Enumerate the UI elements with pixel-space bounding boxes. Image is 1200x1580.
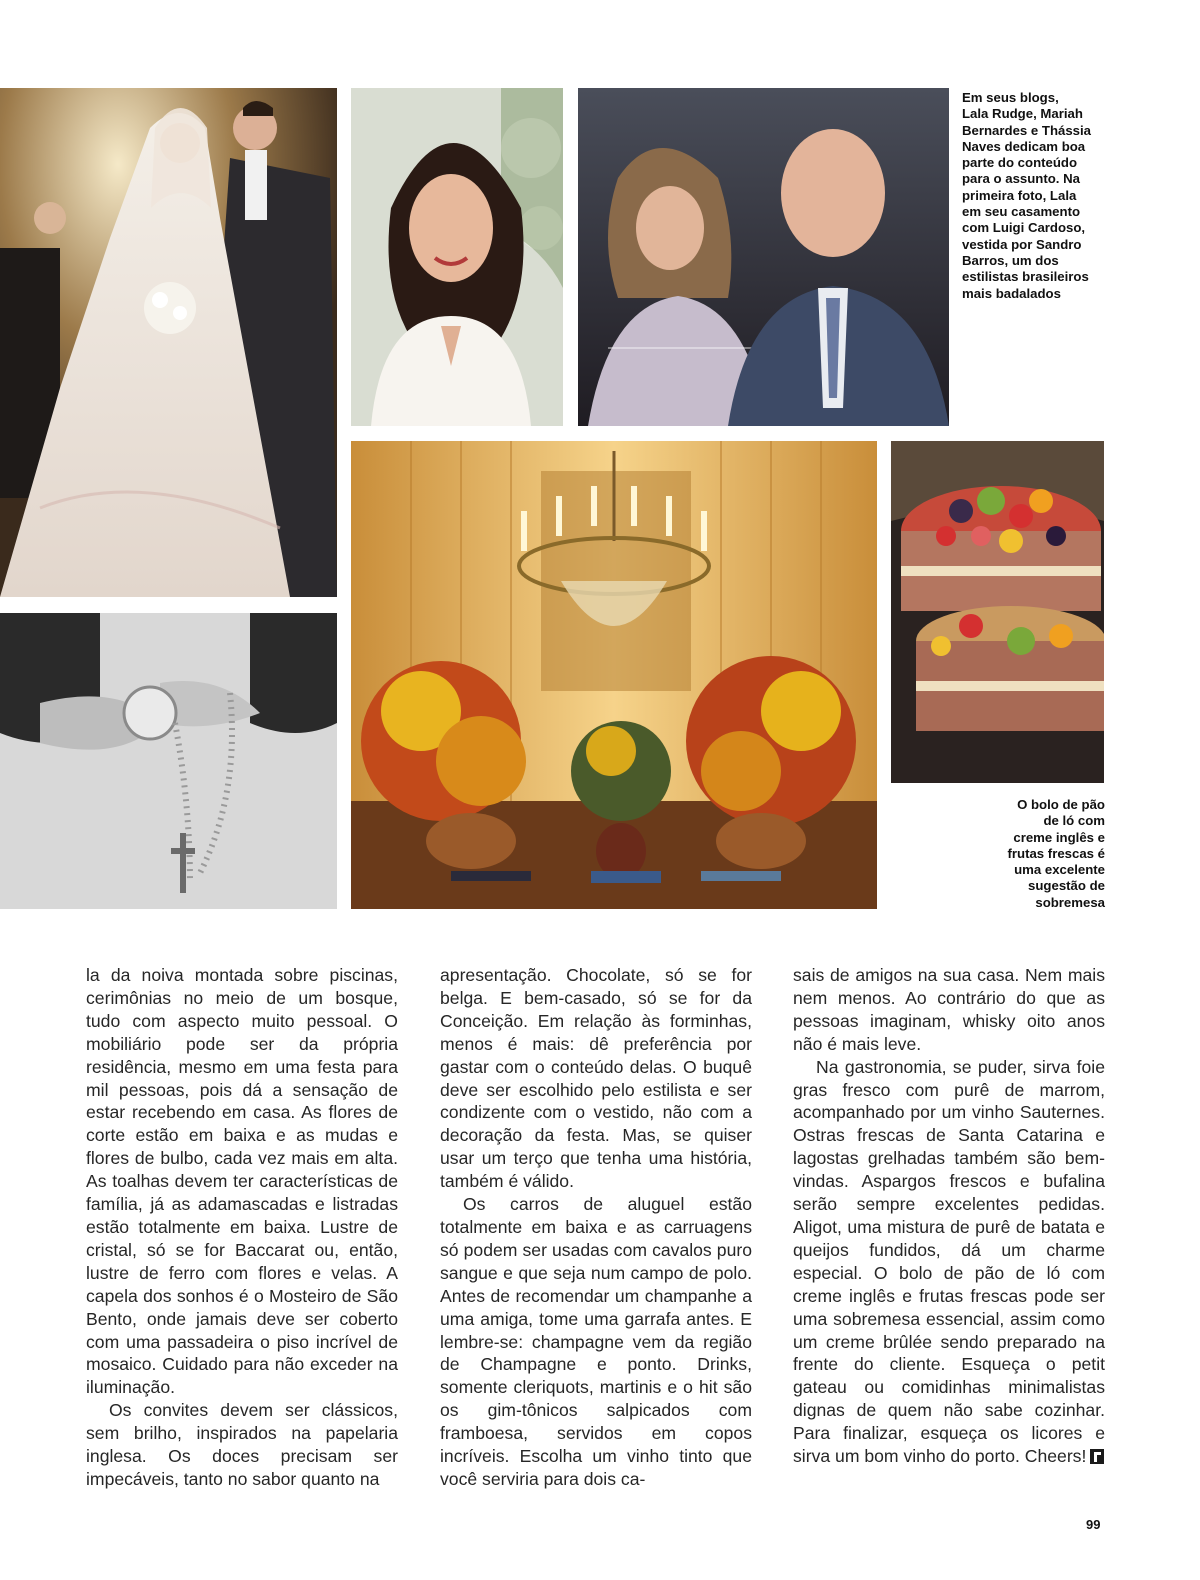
caption-line: Bernardes e Thássia: [962, 122, 1092, 138]
photo-chandelier-flowers: [351, 441, 877, 909]
article-column-3: [793, 964, 1105, 1468]
caption-line: em seu casamento: [962, 204, 1081, 220]
caption-line: sobremesa: [1035, 894, 1105, 910]
paragraph: [793, 1056, 1105, 1468]
caption-line: com Luigi Cardoso,: [962, 220, 1086, 236]
paragraph: apresentação. Chocolate, só se for belga. E bem-casado, só se for da Conceição. Em relação às forminhas, menos é mais: dê preferência por gastar com o conteúdo delas. O buquê deve ser escolhido pelo estilista e ser condizente com o vestido, não com a decoração da festa. Mas, se quiser usar um terço que tenha uma história, também é válido.: [440, 965, 752, 1192]
caption-line: Lala Rudge, Mariah: [962, 106, 1083, 122]
caption-line: para o assunto. Na: [962, 171, 1080, 187]
article-column-2: [440, 964, 752, 1491]
photo-couple-party: [578, 88, 949, 426]
caption-cake: [920, 797, 1105, 911]
caption-line: Em seus blogs,: [962, 90, 1059, 105]
paragraph: Os carros de aluguel estão totalmente em baixa e as carruagens só podem ser usadas com cavalos puro sangue e que seja num campo de polo. Antes de recomendar um champanhe a uma amiga, tome uma garrafa antes. E lembre-se: champagne vem da região de Champagne e ponto. Drinks, somente cleriquots, martinis e o hit são os gim-tônicos salpicados com framboesa, servidos em copos incríveis. Escolha um vinho tinto que você serviria para dois ca-: [440, 1194, 752, 1489]
caption-line: primeira foto, Lala: [962, 187, 1077, 203]
caption-line: mais badalados: [962, 285, 1061, 301]
caption-line: vestida por Sandro: [962, 236, 1082, 252]
end-mark-icon: [1090, 1449, 1104, 1464]
paragraph: la da noiva montada sobre piscinas, cerimônias no meio de um bosque, tudo com aspecto muito pessoal. O mobiliário pode ser da própria residência, mesmo em uma festa para mil pessoas, pois dá a sensação de estar recebendo em casa. As flores de corte estão em baixa e as mudas e flores de bulbo, cada vez mais em alta. As toalhas devem ter características de família, já as adamascadas e listradas estão totalmente em baixa. Lustre de cristal, só se for Baccarat ou, então, lustre de ferro com flores e velas. A capela dos sonhos é o Mosteiro de São Bento, onde jamais deve ser coberto com uma passadeira o piso incrível de mosaico. Cuidado para não exceder na iluminação.: [86, 965, 398, 1398]
caption-line: Naves dedicam boa: [962, 138, 1086, 154]
paragraph-text: Na gastronomia, se puder, sirva foie gras fresco com purê de marrom, acompanhado por um vinho Sauternes. Ostras frescas de Santa Catarina e lagostas grelhadas também são bem-vindas. Aspargos frescos e bufalina serão sempre excelentes pedidas. Aligot, uma mistura de purê de batata e queijos fundidos, dá um charme especial. O bolo de pão de ló com creme inglês e frutas frescas pode ser uma sobremesa essencial, assim como um creme brûlée sendo preparado na frente do cliente. Esqueça o petit gateau ou comidinhas minimalistas dignas de quem não sabe cozinhar. Para finalizar, esqueça os licores e sirva um bom vinho do porto. Cheers!: [793, 1056, 1105, 1467]
photo-bride-groom: [0, 88, 337, 597]
photo-naked-cake: [891, 441, 1104, 783]
caption-line: Barros, um dos: [962, 252, 1059, 268]
caption-line: creme inglês e: [1013, 829, 1105, 845]
photo-rosary-hands: [0, 613, 337, 909]
caption-line: parte do conteúdo: [962, 155, 1078, 171]
caption-line: frutas frescas é: [1007, 845, 1105, 861]
caption-line: O bolo de pão: [1017, 797, 1105, 812]
paragraph: Os convites devem ser clássicos, sem brilho, inspirados na papelaria inglesa. Os doces precisam ser impecáveis, tanto no sabor quanto na: [86, 1400, 398, 1489]
caption-line: de ló com: [1043, 813, 1105, 829]
caption-line: uma excelente: [1014, 862, 1105, 878]
caption-line: sugestão de: [1028, 878, 1105, 894]
caption-line: estilistas brasileiros: [962, 269, 1089, 285]
page-number: 99: [1086, 1517, 1101, 1532]
caption-bloggers: [962, 90, 1152, 302]
photo-woman-portrait: [351, 88, 563, 426]
paragraph: sais de amigos na sua casa. Nem mais nem menos. Ao contrário do que as pessoas imaginam, whisky oito anos não é mais leve.: [793, 965, 1105, 1054]
article-column-1: [86, 964, 398, 1491]
